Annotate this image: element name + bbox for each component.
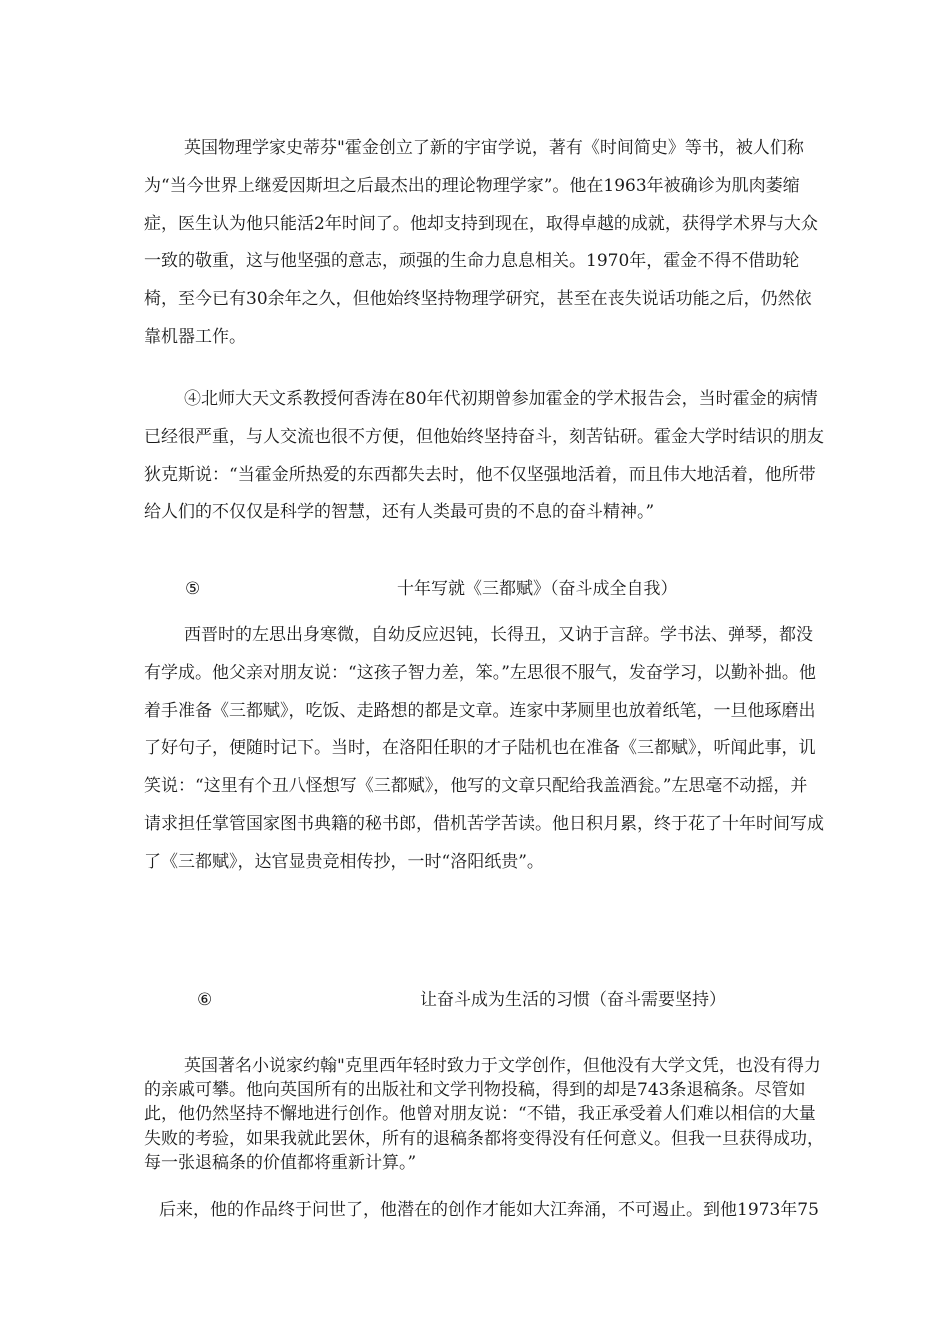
section-5-title: 十年写就《三都赋》（奋斗成全自我）	[397, 579, 678, 599]
hawking-paragraph: 英国物理学家史蒂芬"霍金创立了新的宇宙学说，著有《时间简史》等书，被人们称为“当今世界上继爱因斯坦之后最杰出的理论物理学家”。他在1963年被确诊为肌肉萎缩症，医生认为他只能活2年时间了。他却支持到现在，取得卓越的成就，获得学术界与大众一致的敬重，这与他坚强的意志，顽强的生命力息息相关。1970年，霍金不得不借助轮椅，至今已有30余年之久，但他始终坚持物理学研究，甚至在丧失说话功能之后，仍然依靠机器工作。	[144, 138, 818, 347]
section-6-paragraph: 英国著名小说家约翰"克里西年轻时致力于文学创作，但他没有大学文凭，也没有得力的亲戚可攀。他向英国所有的出版社和文学刊物投稿，得到的却是743条退稿条。尽管如此，他仍然坚持不懈地进行创作。他曾对朋友说：“不错，我正承受着人们难以相信的大量失败的考验，如果我就此罢休，所有的退稿条都将变得没有任何意义。但我一旦获得成功，每一张退稿条的价值都将重新计算。”	[144, 1056, 824, 1173]
section-6-number: ⑥	[197, 990, 213, 1010]
section-6-title: 让奋斗成为生活的习惯（奋斗需要坚持）	[420, 990, 726, 1010]
section-5-number: ⑤	[185, 579, 201, 599]
section-6-last-line: 后来，他的作品终于问世了，他潜在的创作才能如大江奔涌，不可遏止。到他1973年75	[159, 1200, 819, 1220]
section-4-paragraph: ④北师大天文系教授何香涛在80年代初期曾参加霍金的学术报告会，当时霍金的病情已经很严重，与人交流也很不方便，但他始终坚持奋斗，刻苦钻研。霍金大学时结识的朋友狄克斯说：“当霍金所热爱的东西都失去时，他不仅坚强地活着，而且伟大地活着，他所带给人们的不仅仅是科学的智慧，还有人类最可贵的不息的奋斗精神。”	[144, 389, 824, 523]
section-5-paragraph: 西晋时的左思出身寒微，自幼反应迟钝，长得丑，又讷于言辞。学书法、弹琴，都没有学成。他父亲对朋友说：“这孩子智力差，笨。”左思很不服气，发奋学习，以勤补拙。他着手准备《三都赋》，吃饭、走路想的都是文章。连家中茅厕里也放着纸笔，一旦他琢磨出了好句子，便随时记下。当时，在洛阳任职的才子陆机也在准备《三都赋》，听闻此事，讥笑说：“这里有个丑八怪想写《三都赋》，他写的文章只配给我盖酒瓮。”左思毫不动摇，并请求担任掌管国家图书典籍的秘书郎，借机苦学苦读。他日积月累，终于花了十年时间写成了《三都赋》，达官显贵竞相传抄，一时“洛阳纸贵”。	[144, 625, 824, 872]
